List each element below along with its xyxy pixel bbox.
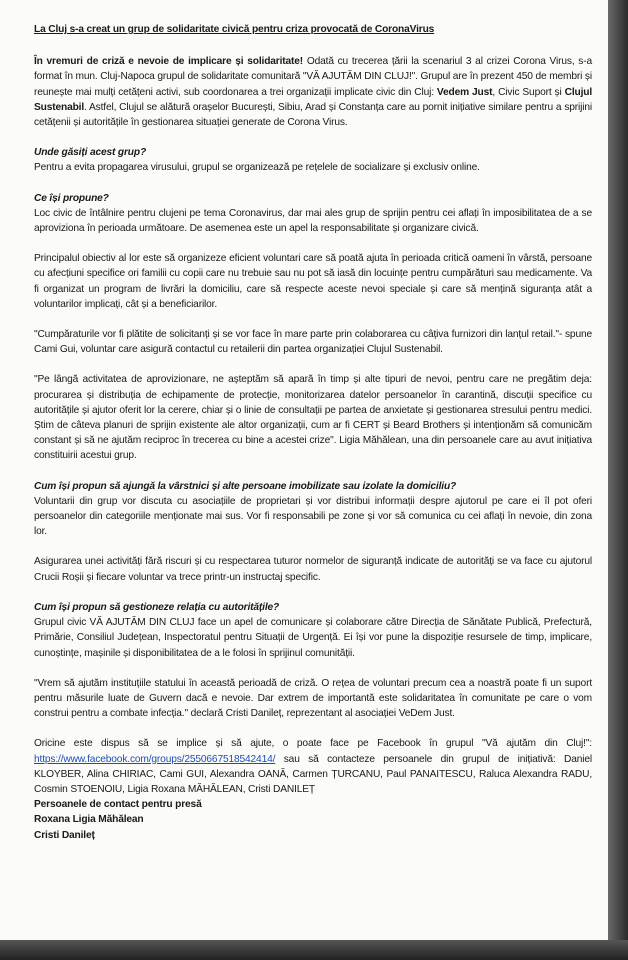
intro-paragraph bbox=[34, 54, 592, 130]
page-shadow-right bbox=[608, 0, 628, 960]
purpose-quote-ligia-mahalean: "Pe lângă activitatea de aprovizionare, ne așteptăm să apară în timp și alte tipuri de nevoi, pentru care ne pregătim deja: procurarea și distribuția de echipamente de protecție, monitorizarea datelor persoanelor în carantină, discuții specifice cu autoritățile și ajutor oferit lor la cerere, chiar și o linie de consultații pe partea de anxietate și gestionarea stresului pentru medici. Știm de câteva planuri de sprijin existente ale altor organizații, cum ar fi CERT și Beard Brothers și intenționăm să comunicăm constant și să ne ajutăm reciproc în trecerea cu bine a acestei crize". Ligia Măhălean, una din persoanele care au avut inițiativa constituirii acestui grup. bbox=[34, 374, 592, 462]
intro-text-2: , Civic Suport și bbox=[492, 86, 565, 98]
elderly-paragraph-1: Voluntarii din grup vor discuta cu asociațiile de proprietari și vor distribui informații despre ajutorul pe care ei îl pot oferi persoanelor din categoriile menționate mai sus. Vor fi responsabili pe zone și vor să comunica cu cei aflați în nevoie, din zona lor. bbox=[34, 495, 592, 538]
authorities-paragraph-1: Grupul civic VĂ AJUTĂM DIN CLUJ face un apel de comunicare și colaborare către Direcția de Sănătate Publică, Prefectură, Primărie, Consiliul Județean, Inspectoratul pentru Situații de Urgență. Ei își vor pune la dispoziție resursele de timp, implicare, cunoștințe, mașinile și disponibilitatea de a le folosi în sprijinul comunității. bbox=[34, 617, 592, 659]
org-vedem-just: Vedem Just bbox=[436, 86, 493, 98]
closing-text-2: sau să contacteze persoanele din grupul de inițiativă: Daniel KLOYBER, Alina CHIRIAC, Cami GUI, Alexandra OANĂ, Carmen ȚURCANU, Paul PANAITESCU, Raluca Alexandra RADU, Cosmin STOENOIU, Ligia Roxana MĂHĂLEAN, Cristi DANILEȚ bbox=[34, 753, 592, 795]
purpose-quote-cami-gui: "Cumpăraturile vor fi plătite de solicitanți și se vor face în mare parte prin colaborarea cu câțiva furnizori din lanțul retail."- spune Cami Gui, voluntar care asigură contactul cu retailerii din partea organizației Clujul Sustenabil. bbox=[34, 329, 592, 356]
press-contact-1: Roxana Ligia Măhălean bbox=[34, 814, 144, 826]
page-shadow-bottom bbox=[0, 940, 628, 960]
closing-text-1: Oricine este dispus să se implice și să ajute, o poate face pe Facebook în grupul "Vă ajutăm din Cluj!": bbox=[34, 738, 592, 750]
authorities-quote-cristi-danilet: "Vrem să ajutăm instituțiile statului în această perioadă de criză. O rețea de voluntari precum cea a noastră poate fi un suport pentru măsurile luate de Guvern dacă e nevoie. Dar extrem de importantă este solidaritatea în comunitate pe care o vom construi pentru a combate infecția." declară Cristi Danileț, reprezentant al asociației VeDem Just. bbox=[34, 677, 592, 720]
elderly-paragraph-2: Asigurarea unei activități fără riscuri și cu respectarea tuturor normelor de siguranță indicate de autorități se va face cu ajutorul Crucii Roșii și fiecare voluntar va trece printr-un instructaj specific. bbox=[34, 556, 592, 583]
answer-where: Pentru a evita propagarea virusului, grupul se organizează pe rețelele de socializare și exclusiv online. bbox=[34, 162, 480, 174]
press-contact-heading: Persoanele de contact pentru presă bbox=[34, 799, 202, 811]
purpose-paragraph-2: Principalul obiectiv al lor este să organizeze eficient voluntari care să poată ajuta în perioada critică oameni în vârstă, persoane cu afecțiuni specifice ori familii cu copii care nu trebuie sau nu pot să iasă din locuințe pentru cumpărături sau medicamente. Va fi organizat un program de livrări la domiciliu, care să respecte aceste nevoi speciale și care să mențină siguranța atât a voluntarilor implicați, cât și a beneficiarilor. bbox=[34, 253, 592, 310]
question-heading-elderly: Cum își propun să ajungă la vârstnici și alte persoane imobilizate sau izolate la domiciliu? bbox=[34, 480, 457, 492]
facebook-group-link[interactable]: https://www.facebook.com/groups/2550667518542414/ bbox=[34, 753, 276, 765]
intro-text-1: Odată cu trecerea țării la scenariul 3 al crizei Corona Virus, s-a format în mun. Cluj-Napoca grupul de solidaritate comunitară "VĂ AJUTĂM DIN CLUJ!". Grupul are în prezent 450 de membri și reunește mai mulți cetățeni activi, sub coordonarea a trei organizații implicate civic din Cluj: bbox=[34, 56, 592, 98]
question-heading-purpose: Ce își propune? bbox=[34, 192, 109, 204]
purpose-paragraph-1: Loc civic de întâlnire pentru clujeni pe tema Coronavirus, dar mai ales grup de sprijin pentru cei aflați în imposibilitatea de a se aproviziona în perioada următoare. De asemenea este un apel la responsabilitate și organizare civică. bbox=[34, 207, 592, 235]
press-contact-2: Cristi Danileț bbox=[34, 829, 95, 841]
org-clujul-sustenabil: Clujul Sustenabil bbox=[34, 86, 593, 113]
question-heading-authorities: Cum își propun să gestioneze relația cu autoritățile? bbox=[34, 601, 280, 613]
intro-text-3: . Astfel, Clujul se alătură orașelor București, Sibiu, Arad și Constanța care au pornit inițiative similare pentru a sprijini cetățenii și autoritățile în gestionarea situației generate de Corona Virus. bbox=[34, 101, 592, 129]
intro-lead: În vremuri de criză e nevoie de implicare și solidaritate! bbox=[34, 56, 304, 68]
closing-paragraph bbox=[34, 736, 592, 797]
document-title: La Cluj s-a creat un grup de solidaritate civică pentru criza provocată de CoronaVirus bbox=[34, 24, 435, 35]
question-heading-where: Unde găsiți acest grup? bbox=[34, 147, 147, 159]
